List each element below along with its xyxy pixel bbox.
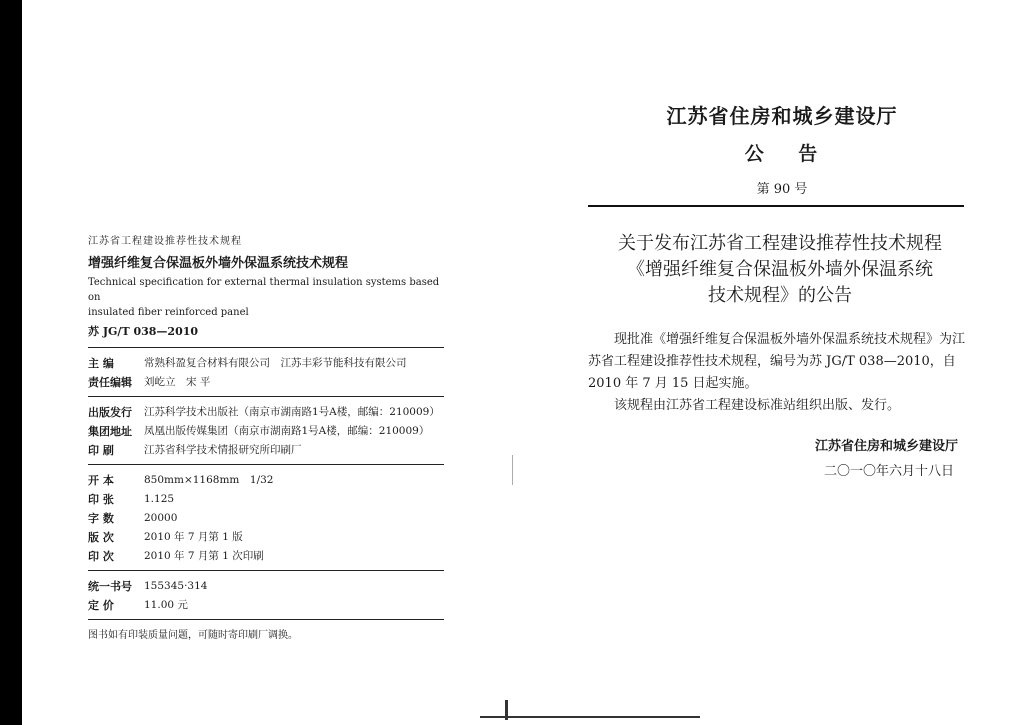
heading-line: 技术规程》的公告: [708, 285, 852, 306]
info-label: 主 编: [88, 357, 114, 370]
format-group: [88, 471, 448, 566]
bottom-scan-tick: [505, 700, 508, 720]
scan-black-edge: [0, 0, 22, 725]
divider: [88, 619, 444, 620]
info-label: 版 次: [88, 531, 114, 544]
document-number: 第 90 号: [756, 182, 808, 197]
divider: [88, 396, 444, 397]
info-label: 字 数: [88, 512, 114, 525]
book-title-en-line2: insulated fiber reinforced panel: [88, 307, 249, 318]
series-name: 江苏省工程建设推荐性技术规程: [88, 236, 242, 247]
divider: [88, 464, 444, 465]
info-value: 刘屹立 宋 平: [144, 376, 211, 388]
info-row: [88, 528, 448, 547]
info-value: 常熟科盈复合材料有限公司 江苏丰彩节能科技有限公司: [144, 357, 407, 369]
info-label: 印 张: [88, 493, 114, 506]
info-row: [88, 509, 448, 528]
book-title-cn: 增强纤维复合保温板外墙外保温系统技术规程: [88, 256, 349, 271]
issuing-department: 江苏省住房和城乡建设厅: [666, 104, 898, 128]
info-label: 印 刷: [88, 444, 114, 457]
info-value: 20000: [144, 512, 178, 524]
info-label: 集团地址: [88, 425, 132, 438]
info-row: [88, 547, 448, 566]
signature: 江苏省住房和城乡建设厅: [814, 439, 958, 454]
info-value: 江苏省科学技术情报研究所印刷厂: [144, 444, 302, 456]
page-gutter-mark: [512, 455, 513, 485]
info-label: 定 价: [88, 599, 114, 612]
info-value: 2010 年 7 月第 1 版: [144, 531, 243, 543]
info-row: [88, 422, 448, 441]
notice-page: [588, 100, 966, 479]
body-paragraph: 现批准《增强纤维复合保温板外墙外保温系统技术规程》为江苏省工程建设推荐性技术规程，编号为苏 JG/T 038—2010，自 2010 年 7 月 15 日起实施。: [588, 332, 966, 391]
info-row: [88, 354, 448, 373]
issue-date: 二〇一〇年六月十八日: [823, 464, 954, 479]
info-label: 责任编辑: [88, 376, 132, 389]
notice-body: [588, 329, 966, 417]
standard-code: 苏 JG/T 038—2010: [88, 325, 199, 338]
editor-group: [88, 354, 448, 392]
header-rule: [588, 205, 964, 207]
info-value: 850mm×1168mm 1/32: [144, 474, 274, 486]
info-value: 11.00 元: [144, 599, 188, 611]
info-value: 江苏科学技术出版社（南京市湖南路1号A楼，邮编：210009）: [144, 406, 440, 418]
info-row: [88, 490, 448, 509]
heading-line: 《增强纤维复合保温板外墙外保温系统: [627, 259, 933, 280]
publisher-group: [88, 403, 448, 460]
quality-note: 图书如有印装质量问题，可随时寄印刷厂调换。: [88, 630, 298, 641]
heading-line: 关于发布江苏省工程建设推荐性技术规程: [618, 233, 942, 254]
divider: [88, 570, 444, 571]
book-title-en-line1: Technical specification for external thermal insulation systems based on: [88, 277, 440, 303]
info-row: [88, 441, 448, 460]
info-row: [88, 403, 448, 422]
notice-heading: [594, 231, 966, 309]
info-value: 2010 年 7 月第 1 次印刷: [144, 550, 264, 562]
info-row: [88, 471, 448, 490]
info-value: 155345·314: [144, 580, 208, 592]
bottom-scan-line: [480, 708, 700, 718]
info-row: [88, 577, 448, 596]
info-label: 印 次: [88, 550, 114, 563]
info-value: 1.125: [144, 493, 175, 505]
body-paragraph: 该规程由江苏省工程建设标准站组织出版、发行。: [614, 398, 901, 413]
price-group: [88, 577, 448, 615]
info-label: 出版发行: [88, 406, 132, 419]
info-label: 统一书号: [88, 580, 132, 593]
info-value: 凤凰出版传媒集团（南京市湖南路1号A楼，邮编：210009）: [144, 425, 430, 437]
info-row: [88, 596, 448, 615]
document-type: 公 告: [744, 143, 832, 165]
info-row: [88, 373, 448, 392]
info-label: 开 本: [88, 474, 114, 487]
divider: [88, 347, 444, 348]
colophon-page: [88, 232, 448, 641]
